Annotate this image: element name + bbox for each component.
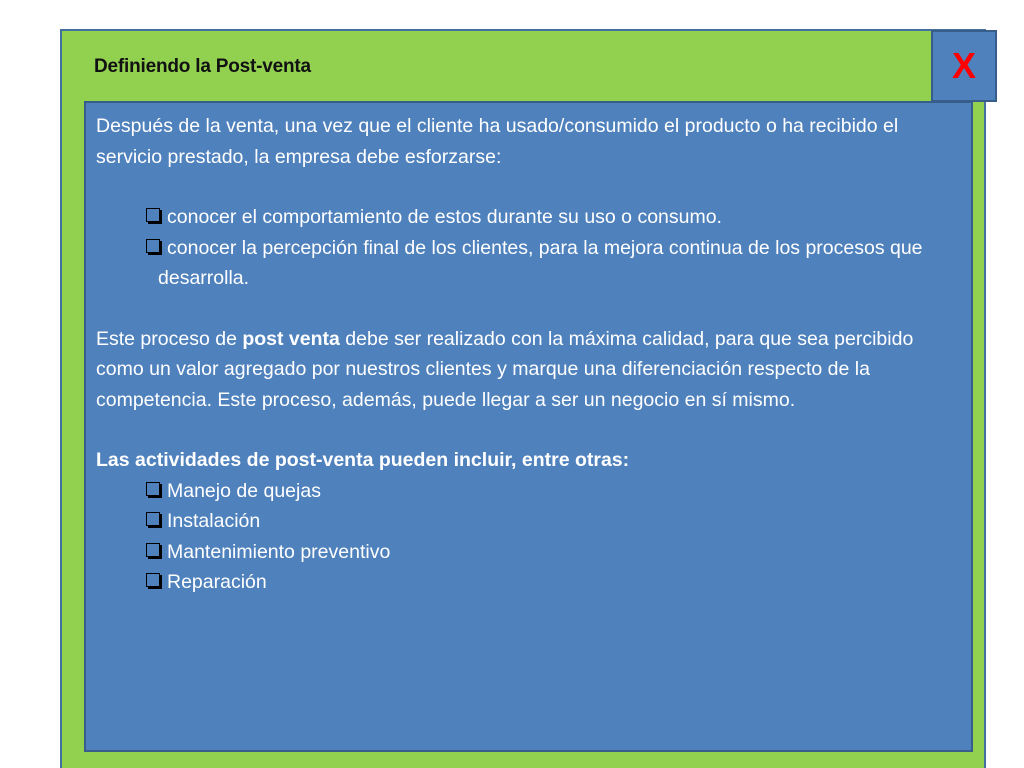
list-item [96, 567, 961, 598]
activity-text: Reparación [167, 571, 267, 593]
list-item [96, 506, 961, 537]
list-item [96, 537, 961, 568]
checkbox-bullet-icon [146, 482, 160, 496]
efforts-list [96, 202, 961, 294]
activity-text: Manejo de quejas [167, 479, 321, 502]
activity-text: Instalación [167, 510, 261, 532]
list-item [96, 202, 961, 233]
activities-heading: Las actividades de post-venta pueden incluir, entre otras: [96, 449, 630, 471]
content-box [84, 101, 973, 752]
checkbox-bullet-icon [146, 512, 160, 526]
close-button[interactable]: X [931, 30, 997, 102]
checkbox-bullet-icon [146, 543, 160, 557]
list-item [96, 233, 961, 294]
checkbox-bullet-icon [146, 208, 160, 222]
activity-text: Mantenimiento preventivo [167, 540, 391, 563]
list-item [96, 476, 961, 507]
checkbox-bullet-icon [146, 573, 160, 587]
intro-paragraph: Después de la venta, una vez que el cliente ha usado/consumido el producto o ha recibido el servicio prestado, la empresa debe esforzarse: [96, 115, 899, 168]
process-paragraph: Este proceso de post venta debe ser realizado con la máxima calidad, para que sea percibido como un valor agregado por nuestros clientes y marque una diferenciación respecto de la competencia. Este proceso, además, puede llegar a ser un negocio en sí mismo. [96, 327, 914, 411]
page-title: Definiendo la Post-venta [94, 56, 311, 77]
activities-list [96, 476, 961, 598]
checkbox-bullet-icon [146, 239, 160, 253]
effort-text: conocer el comportamiento de estos durante su uso o consumo. [167, 206, 722, 228]
process-bold-term: post venta [242, 327, 340, 350]
effort-text: conocer la percepción final de los clientes, para la mejora continua de los procesos que desarrolla. [158, 236, 923, 289]
